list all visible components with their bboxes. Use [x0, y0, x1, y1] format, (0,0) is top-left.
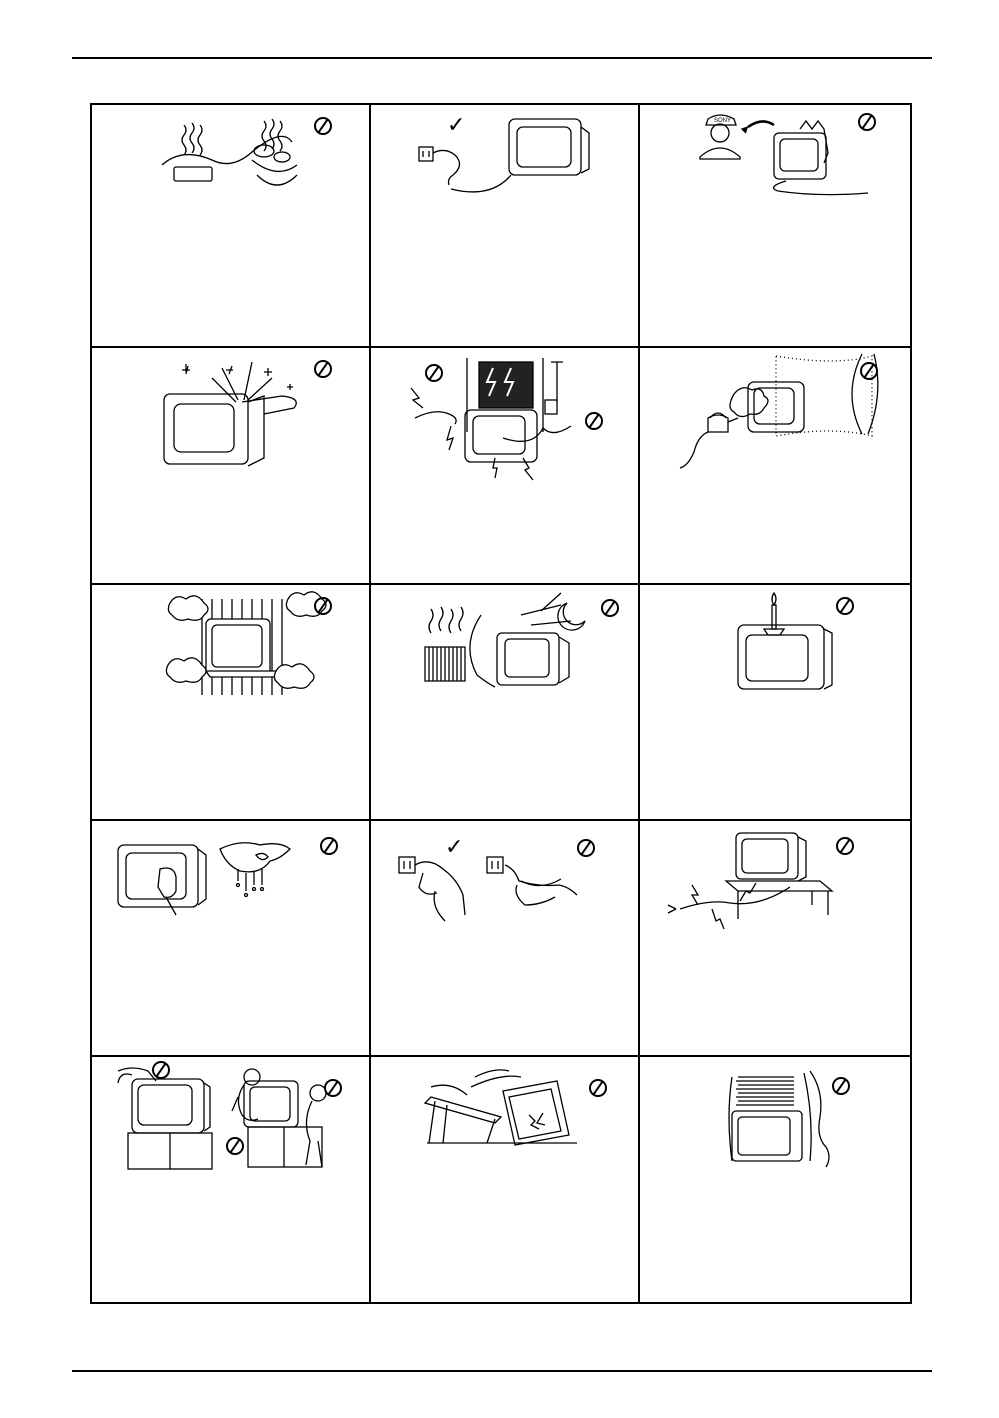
candle-icon	[640, 585, 912, 819]
ok-check-icon: ✓	[447, 113, 466, 138]
prohibited-icon	[324, 1079, 342, 1097]
prohibited-icon	[314, 360, 332, 378]
cell-overloaded-outlet	[92, 105, 369, 346]
cell-no-wet-cloth	[92, 821, 369, 1055]
safety-illustration-grid	[90, 103, 912, 1304]
prohibited-icon	[589, 1079, 607, 1097]
prohibited-icon	[836, 597, 854, 615]
covered-tv-icon	[640, 1057, 912, 1304]
cell-no-heat-sun	[371, 585, 638, 819]
cell-no-candle	[640, 585, 912, 819]
service-technician-icon	[640, 105, 912, 346]
cell-unstable-stand	[371, 1057, 638, 1304]
prohibited-icon	[585, 412, 603, 430]
prohibited-icon	[314, 597, 332, 615]
crushed-cord-icon	[640, 821, 912, 1055]
prohibited-icon	[320, 837, 338, 855]
cell-no-dusty-place	[92, 585, 369, 819]
plug-hands-icon	[371, 821, 638, 1055]
prohibited-icon	[858, 113, 876, 131]
radiator-sun-icon	[371, 585, 638, 819]
plug-cord-tv-icon	[371, 105, 638, 346]
sparks-objects-icon	[92, 348, 369, 583]
dust-clouds-icon	[92, 585, 369, 819]
footer-rule	[72, 1370, 932, 1372]
wet-cloth-icon	[92, 821, 369, 1055]
svg-text:SONY: SONY	[714, 118, 732, 124]
lightning-storm-icon	[371, 348, 638, 583]
ok-check-icon: ✓	[445, 835, 464, 860]
cell-no-damaged-cord	[640, 821, 912, 1055]
prohibited-icon	[832, 1077, 850, 1095]
cell-no-self-repair	[640, 105, 912, 346]
prohibited-icon	[425, 364, 443, 382]
hot-plugs-icon	[92, 105, 369, 346]
prohibited-icon	[601, 599, 619, 617]
cell-unplug-by-plug	[371, 105, 638, 346]
header-rule	[72, 57, 932, 59]
cell-no-climbing	[92, 1057, 369, 1304]
cell-no-objects-inside	[92, 348, 369, 583]
cell-plug-handling	[371, 821, 638, 1055]
prohibited-icon	[226, 1137, 244, 1155]
kettle-steam-icon	[640, 348, 912, 583]
prohibited-icon	[314, 117, 332, 135]
prohibited-icon	[860, 362, 878, 380]
cell-no-blocking-vents	[640, 1057, 912, 1304]
prohibited-icon	[836, 837, 854, 855]
prohibited-icon	[577, 839, 595, 857]
cell-no-touch-lightning	[371, 348, 638, 583]
cell-no-moisture-steam	[640, 348, 912, 583]
prohibited-icon	[152, 1061, 170, 1079]
